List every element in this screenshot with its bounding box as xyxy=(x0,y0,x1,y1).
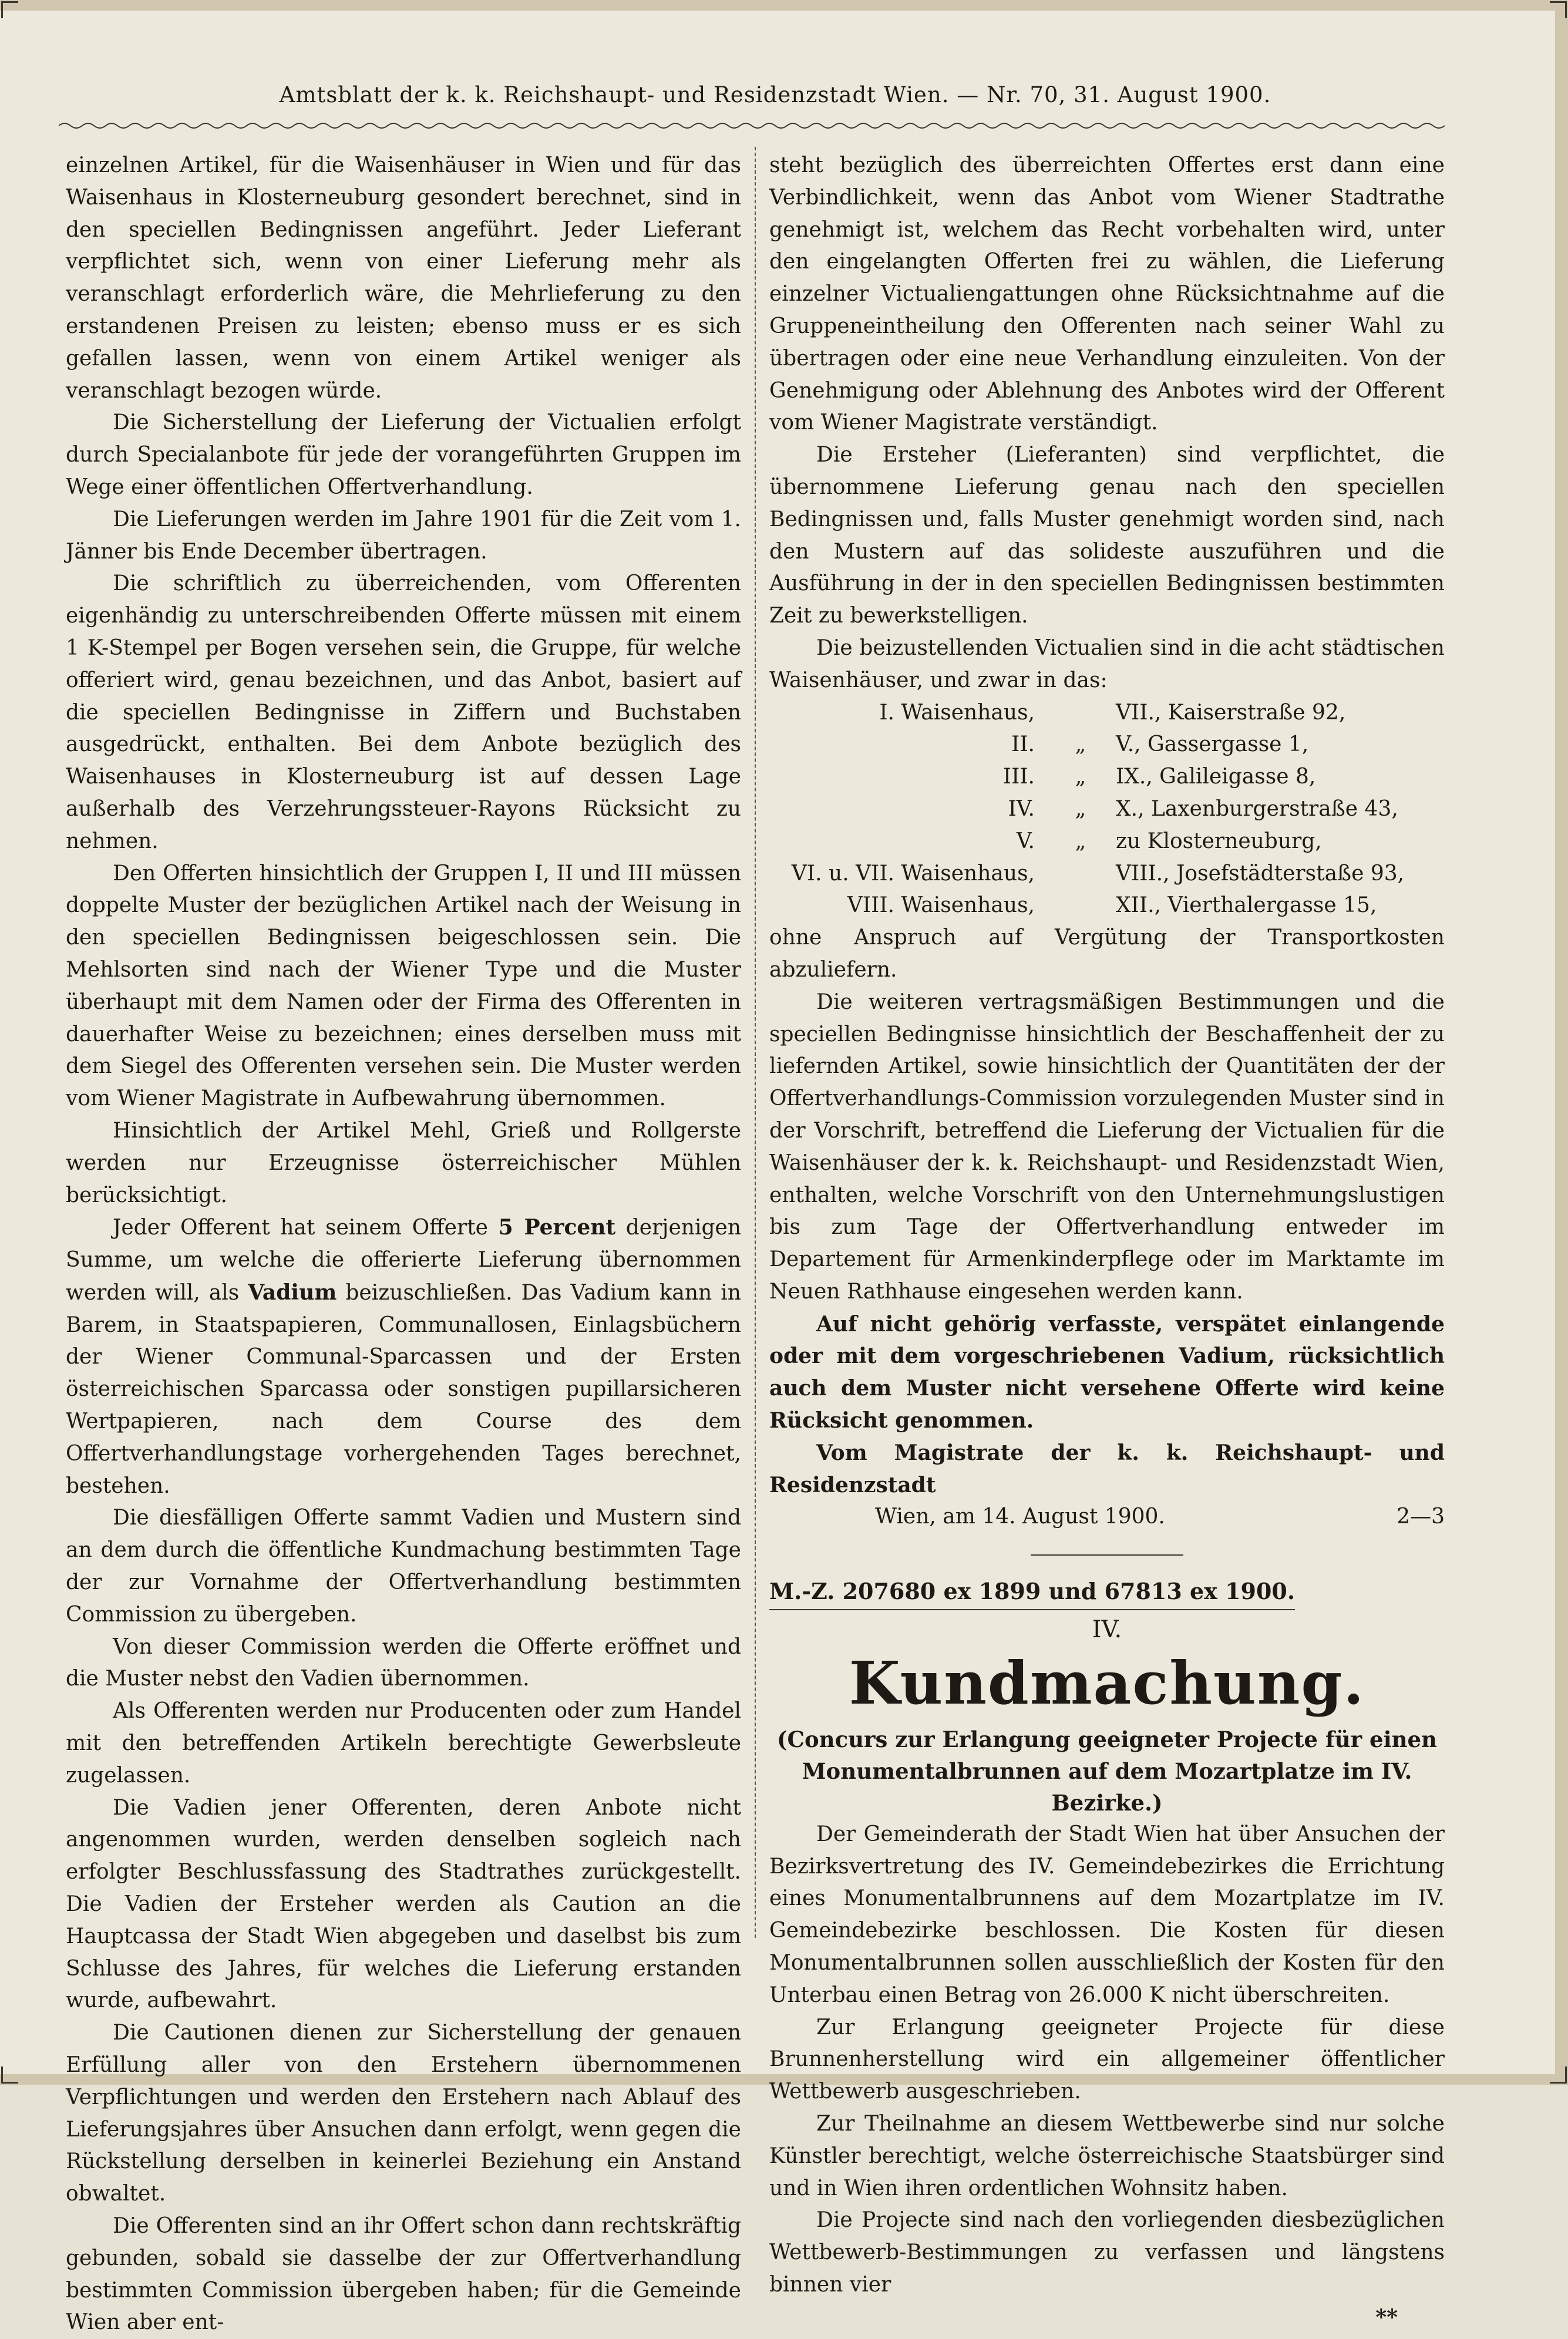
orphanage-address: VII., Kaiserstraße 92, xyxy=(1116,700,1346,725)
list-item xyxy=(769,793,1445,826)
dateline xyxy=(769,1501,1445,1533)
paragraph: Die Lieferungen werden im Jahre 1901 für die Zeit vom 1. Jänner bis Ende December übertragen. xyxy=(66,507,741,564)
text-run: derjenigen Summe, um welche die offerierte Lieferung übernommen werden will, als xyxy=(66,1216,742,1305)
paragraph: Von dieser Commission werden die Offerte eröffnet und die Muster nebst den Vadien übernommen. xyxy=(66,1634,741,1691)
ditto-mark: „ xyxy=(1075,765,1086,789)
orphanage-name: II. xyxy=(1011,732,1035,757)
paragraph: Die beizustellenden Victualien sind in die acht städtischen Waisenhäuser, und zwar in das: xyxy=(769,635,1445,692)
ditto-mark: „ xyxy=(1075,829,1086,853)
right-column xyxy=(769,150,1445,2334)
issue-ref: 2—3 xyxy=(1397,1505,1445,1529)
announcement-number: IV. xyxy=(1092,1616,1122,1644)
paragraph: Den Offerten hinsichtlich der Gruppen I, II und III müssen doppelte Muster der bezüglichen Artikel nach der Weisung in den speciellen Bedingnissen beigeschlossen sein. Die Mehlsorten sind nach der Wiener Type und die Muster überhaupt mit dem Namen oder der Firma des Offerenten in dauerhafter Weise zu bezeichnen; eines derselben muss mit dem Siegel des Offerenten versehen sein. Die Muster werden vom Wiener Magistrate in Aufbewahrung übernommen. xyxy=(66,861,741,1111)
crop-mark-top-left xyxy=(1,1,18,18)
column-divider xyxy=(755,147,756,1938)
paragraph: Die schriftlich zu überreichenden, vom Offerenten eigenhändig zu unterschreibenden Offerte müssen mit einem 1 K-Stempel per Bogen versehen sein, die Gruppe, für welche offeriert wird, genau bezeichnen, und das Anbot, basiert auf die speciellen Bedingnisse in Ziffern und Buchstaben ausgedrückt, enthalten. Bei dem Anbote bezüglich des Waisenhauses in Klosterneuburg ist auf dessen Lage außerhalb des Verzehrungssteuer-Rayons Rücksicht zu nehmen. xyxy=(66,571,741,853)
list-item xyxy=(769,729,1445,761)
section-divider xyxy=(1031,1554,1183,1556)
percent-emphasis: 5 Percent xyxy=(498,1215,616,1240)
orphanage-name: IV. xyxy=(1008,796,1035,821)
list-item xyxy=(769,761,1445,793)
paragraph: Zur Erlangung geeigneter Projecte für diese Brunnenherstellung wird ein allgemeiner öffentlicher Wettbewerb ausgeschrieben. xyxy=(769,2015,1445,2104)
header-wavy-rule xyxy=(59,119,1445,132)
announcement-title: Kundmachung. xyxy=(849,1648,1365,1718)
left-column xyxy=(66,150,741,2339)
paragraph: Die Ersteher (Lieferanten) sind verpflichtet, die übernommene Lieferung genau nach den speciellen Bedingnissen und, falls Muster genehmigt worden sind, nach den Mustern auf das solideste auszuführen und die Ausführung in der in den speciellen Bedingnissen bestimmten Zeit zu bewerkstelligen. xyxy=(769,443,1445,628)
crop-mark-top-right xyxy=(1550,1,1567,18)
paragraph: Als Offerenten werden nur Producenten oder zum Handel mit den betreffenden Artikeln berechtigte Gewerbsleute zugelassen. xyxy=(66,1699,741,1788)
continuation-mark: ** xyxy=(1375,2304,1398,2330)
orphanage-address: X., Laxenburgerstraße 43, xyxy=(1116,796,1398,821)
bold-notice: Auf nicht gehörig verfasste, verspätet einlangende oder mit dem vorgeschriebenen Vadium, rücksichtlich auch dem Muster nicht versehene Offerte wird keine Rücksicht genommen. xyxy=(769,1311,1445,1433)
date-text: Wien, am 14. August 1900. xyxy=(875,1505,1165,1529)
orphanage-name: I. Waisenhaus, xyxy=(879,700,1035,725)
paragraph: ohne Anspruch auf Vergütung der Transportkosten abzuliefern. xyxy=(769,925,1445,982)
paragraph: steht bezüglich des überreichten Offertes erst dann eine Verbindlichkeit, wenn das Anbot vom Wiener Stadtrathe genehmigt ist, welchem das Recht vorbehalten wird, unter den eingelangten Offerten frei zu wählen, die Lieferung einzelner Victualiengattungen ohne Rücksichtnahme auf die Gruppeneintheilung den Offerenten nach seiner Wahl zu übertragen oder eine neue Verhandlung einzuleiten. Von der Genehmigung oder Ablehnung des Anbotes wird der Offerent vom Wiener Magistrate verständigt. xyxy=(769,153,1445,435)
paragraph: Die Sicherstellung der Lieferung der Victualien erfolgt durch Specialanbote für jede der vorangeführten Gruppen im Wege einer öffentlichen Offertverhandlung. xyxy=(66,410,741,499)
scan-edge-right xyxy=(1555,0,1568,2085)
ditto-mark xyxy=(1045,890,1116,922)
announcement xyxy=(769,1576,1445,2333)
paragraph: Die diesfälligen Offerte sammt Vadien und Mustern sind an dem durch die öffentliche Kundmachung bestimmten Tage der zur Vornahme der Offertverhandlung bestimmten Commission zu übergeben. xyxy=(66,1506,741,1627)
crop-mark-bottom-left xyxy=(1,2067,18,2084)
paragraph: Der Gemeinderath der Stadt Wien hat über Ansuchen der Bezirksvertretung des IV. Gemeindebezirkes die Errichtung eines Monumentalbrunnens auf dem Mozartplatze im IV. Gemeindebezirke beschlossen. Die Kosten für diesen Monumentalbrunnen sollen ausschließlich der Kosten für den Unterbau einen Betrag von 26.000 K nicht überschreiten. xyxy=(769,1822,1445,2007)
orphanage-address: XII., Vierthalergasse 15, xyxy=(1116,893,1377,918)
deposit-paragraph xyxy=(66,1211,741,1502)
reference-number: M.-Z. 207680 ex 1899 und 67813 ex 1900. xyxy=(769,1576,1295,1610)
orphanage-address: IX., Galileigasse 8, xyxy=(1116,765,1316,789)
text-run: beizuschließen. Das Vadium kann in Barem, in Staatspapieren, Communallosen, Einlagsbüchern der Wiener Communal-Sparcassen und der Ersten österreichischen Sparcassa oder sonstigen pupillarsicheren Wertpapieren, nach dem Course des dem Offertverhandlungstage vorhergehenden Tages berechnet, bestehen. xyxy=(66,1280,741,1498)
orphanage-address: zu Klosterneuburg, xyxy=(1116,829,1322,853)
ditto-mark xyxy=(1045,697,1116,729)
orphanage-name: VI. u. VII. Waisenhaus, xyxy=(791,861,1035,886)
paragraph: Die Offerenten sind an ihr Offert schon dann rechtskräftig gebunden, sobald sie dasselbe der zur Offertverhandlung bestimmten Commission übergeben haben; für die Gemeinde Wien aber ent- xyxy=(66,2214,741,2335)
paragraph: einzelnen Artikel, für die Waisenhäuser in Wien und für das Waisenhaus in Klosterneuburg gesondert berechnet, sind in den speciellen Bedingnissen angeführt. Jeder Lieferant verpflichtet sich, wenn von einer Lieferung mehr als veranschlagt erforderlich wäre, die Mehrlieferung zu den erstandenen Preisen zu leisten; ebenso muss er es sich gefallen lassen, wenn von einem Artikel weniger als veranschlagt bezogen würde. xyxy=(66,153,741,403)
orphanage-name: VIII. Waisenhaus, xyxy=(847,893,1035,918)
orphanage-name: III. xyxy=(1002,765,1035,789)
ditto-mark xyxy=(1045,858,1116,890)
ditto-mark: „ xyxy=(1075,796,1086,821)
paragraph: Die Cautionen dienen zur Sicherstellung der genauen Erfüllung aller von den Erstehern übernommenen Verpflichtungen und werden den Erstehern nach Ablauf des Lieferungsjahres über Ansuchen dann erfolgt, wenn gegen die Rückstellung derselben in keinerlei Beziehung ein Anstand obwaltet. xyxy=(66,2021,741,2206)
paragraph: Zur Theilnahme an diesem Wettbewerbe sind nur solche Künstler berechtigt, welche österreichische Staatsbürger sind und in Wien ihren ordentlichen Wohnsitz haben. xyxy=(769,2112,1445,2200)
ditto-mark: „ xyxy=(1075,732,1086,757)
orphanage-address: VIII., Josefstädterstaße 93, xyxy=(1116,861,1405,886)
vadium-emphasis: Vadium xyxy=(248,1280,337,1305)
list-item xyxy=(769,858,1445,890)
announcement-subtitle: (Concurs zur Erlangung geeigneter Projecte für einen Monumentalbrunnen auf dem Mozartplatze im IV. Bezirke.) xyxy=(777,1726,1437,1816)
scan-edge-top xyxy=(0,0,1568,11)
paragraph: Die Vadien jener Offerenten, deren Anbote nicht angenommen wurden, werden denselben sogleich nach erfolgter Beschlussfassung des Stadtrathes zurückgestellt. Die Vadien der Ersteher werden als Caution an die Hauptcassa der Stadt Wien abgegeben und daselbst bis zum Schlusse des Jahres, für welches die Lieferung erstanden wurde, aufbewahrt. xyxy=(66,1795,741,2013)
orphanage-address: V., Gassergasse 1, xyxy=(1116,732,1309,757)
list-item xyxy=(769,826,1445,858)
list-item xyxy=(769,697,1445,729)
orphanage-name: V. xyxy=(1016,829,1035,853)
paragraph: Die Projecte sind nach den vorliegenden diesbezüglichen Wettbewerb-Bestimmungen zu verfassen und längstens binnen vier xyxy=(769,2208,1445,2297)
crop-mark-bottom-right xyxy=(1550,2067,1567,2084)
list-item xyxy=(769,890,1445,922)
signoff: Vom Magistrate der k. k. Reichshaupt- und Residenzstadt xyxy=(769,1440,1445,1497)
running-head: Amtsblatt der k. k. Reichshaupt- und Residenzstadt Wien. — Nr. 70, 31. August 1900. xyxy=(279,82,1271,107)
paragraph: Hinsichtlich der Artikel Mehl, Grieß und Rollgerste werden nur Erzeugnisse österreichischer Mühlen berücksichtigt. xyxy=(66,1118,741,1207)
text-run: Jeder Offerent hat seinem Offerte xyxy=(113,1216,499,1240)
paragraph: Die weiteren vertragsmäßigen Bestimmungen und die speciellen Bedingnisse hinsichtlich der Beschaffenheit der zu liefernden Artikel, sowie hinsichtlich der Quantitäten der der Offertverhandlungs-Commission vorzulegenden Muster sind in der Vorschrift, betreffend die Lieferung der Victualien für die Waisenhäuser der k. k. Reichshaupt- und Residenzstadt Wien, enthalten, welche Vorschrift von den Unternehmungslustigen bis zum Tage der Offertverhandlung entweder im Departement für Armenkinderpflege oder im Marktamte im Neuen Rathhause eingesehen werden kann. xyxy=(769,990,1445,1304)
orphanage-list xyxy=(769,697,1445,923)
